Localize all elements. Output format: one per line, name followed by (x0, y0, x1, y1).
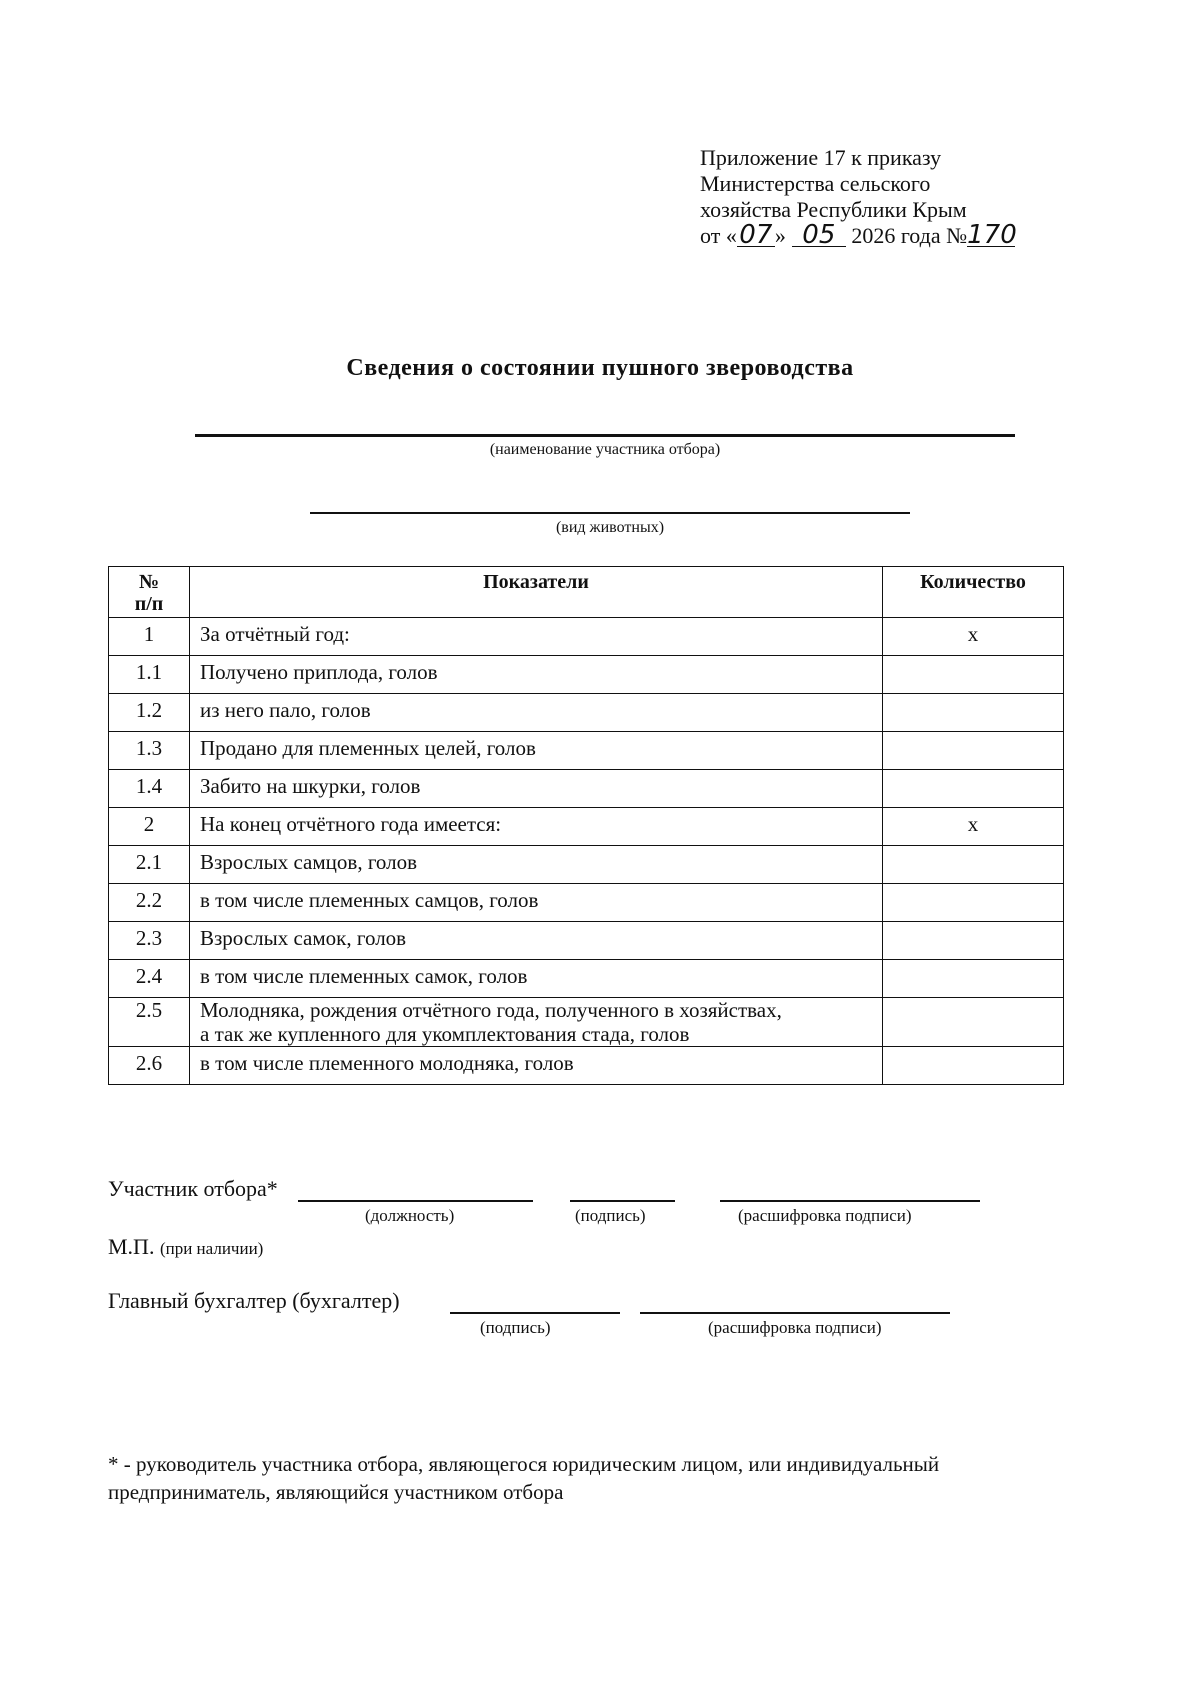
row-quantity-cell[interactable] (883, 732, 1064, 770)
header-quantity: Количество (883, 567, 1064, 618)
row-quantity-cell[interactable] (883, 922, 1064, 960)
row-label: в том числе племенных самок, голов (190, 960, 883, 998)
row-quantity-cell[interactable] (883, 846, 1064, 884)
row-label: в том числе племенного молодняка, голов (190, 1047, 883, 1085)
row-number: 1.1 (109, 656, 190, 694)
accountant-signature-line[interactable] (450, 1312, 620, 1314)
table-row (109, 808, 1064, 846)
row-number: 2.3 (109, 922, 190, 960)
signature-decode-line[interactable] (720, 1200, 980, 1202)
row-quantity-cell[interactable] (883, 656, 1064, 694)
stamp-label (108, 1234, 263, 1260)
indicators-table (108, 566, 1064, 1085)
row-number: 2.4 (109, 960, 190, 998)
row-label: За отчётный год: (190, 618, 883, 656)
row-number: 1.3 (109, 732, 190, 770)
row-number: 2.1 (109, 846, 190, 884)
footnote (108, 1450, 1108, 1506)
position-caption: (должность) (365, 1206, 455, 1225)
date-mid: » (774, 223, 786, 248)
table-row (109, 846, 1064, 884)
row-number: 1.2 (109, 694, 190, 732)
position-line[interactable] (298, 1200, 533, 1202)
table-row (109, 656, 1064, 694)
row-label: в том числе племенных самцов, голов (190, 884, 883, 922)
table-row (109, 694, 1064, 732)
footnote-line1: * - руководитель участника отбора, являющегося юридическим лицом, или индивидуальный (108, 1452, 940, 1476)
row-quantity-cell[interactable] (883, 1047, 1064, 1085)
row-number: 2.6 (109, 1047, 190, 1085)
header-number-line2: п/п (134, 593, 164, 615)
participant-name-caption: (наименование участника отбора) (489, 441, 721, 458)
participant-name-line[interactable] (195, 434, 1015, 437)
row-number: 1 (109, 618, 190, 656)
row-label: Получено приплода, голов (190, 656, 883, 694)
accountant-decode-caption: (расшифровка подписи) (708, 1318, 882, 1337)
header-indicator: Показатели (190, 567, 883, 618)
row-quantity-cell[interactable] (883, 960, 1064, 998)
row-number: 2 (109, 808, 190, 846)
row-number: 1.4 (109, 770, 190, 808)
animal-type-line[interactable] (310, 512, 910, 514)
row-quantity-cell: х (883, 618, 1064, 656)
table-row (109, 732, 1064, 770)
accountant-decode-line[interactable] (640, 1312, 950, 1314)
row-quantity-cell[interactable] (883, 770, 1064, 808)
table-header-row (109, 567, 1064, 618)
signature-decode-caption: (расшифровка подписи) (738, 1206, 912, 1225)
accountant-label: Главный бухгалтер (бухгалтер) (108, 1288, 400, 1313)
appendix-date-line (700, 220, 1120, 250)
row-label (190, 998, 883, 1047)
date-day-handwritten: 07 (737, 224, 775, 247)
row-quantity-cell[interactable] (883, 694, 1064, 732)
row-quantity-cell: х (883, 808, 1064, 846)
appendix-line-3: хозяйства Республики Крым (700, 197, 967, 222)
date-month-handwritten: 05 (792, 224, 846, 247)
participant-label: Участник отбора* (108, 1176, 278, 1201)
row-label-line1: Молодняка, рождения отчётного года, полученного в хозяйствах, (200, 998, 782, 1022)
appendix-line-1: Приложение 17 к приказу (700, 145, 942, 170)
table-row (109, 1047, 1064, 1085)
table-row (109, 884, 1064, 922)
row-quantity-cell[interactable] (883, 998, 1064, 1047)
row-label: Взрослых самок, голов (190, 922, 883, 960)
stamp-note: (при наличии) (159, 1239, 264, 1258)
stamp-label-text: М.П. (108, 1234, 155, 1259)
animal-type-caption: (вид животных) (555, 519, 665, 536)
table-row (109, 922, 1064, 960)
footnote-line2: предприниматель, являющийся участником отбора (108, 1480, 564, 1504)
document-title: Сведения о состоянии пушного звероводства (346, 355, 854, 381)
row-label: из него пало, голов (190, 694, 883, 732)
row-label: Забито на шкурки, голов (190, 770, 883, 808)
row-number: 2.5 (109, 998, 190, 1047)
row-number: 2.2 (109, 884, 190, 922)
row-label-line2: а так же купленного для укомплектования стада, голов (200, 1022, 690, 1046)
header-number-line1: № (138, 571, 160, 593)
signature-caption: (подпись) (575, 1206, 646, 1225)
row-label: Продано для племенных целей, голов (190, 732, 883, 770)
row-label: На конец отчётного года имеется: (190, 808, 883, 846)
row-quantity-cell[interactable] (883, 884, 1064, 922)
header-number (109, 567, 190, 618)
table-row (109, 998, 1064, 1047)
appendix-header (700, 145, 1120, 249)
accountant-signature-caption: (подпись) (480, 1318, 551, 1337)
table-row (109, 770, 1064, 808)
table-row (109, 960, 1064, 998)
table-row (109, 618, 1064, 656)
signature-line[interactable] (570, 1200, 675, 1202)
order-number-handwritten: 170 (967, 220, 1017, 250)
row-label: Взрослых самцов, голов (190, 846, 883, 884)
appendix-line-2: Министерства сельского (700, 171, 931, 196)
date-year-text: 2026 года № (851, 223, 968, 248)
date-prefix: от « (700, 223, 737, 248)
